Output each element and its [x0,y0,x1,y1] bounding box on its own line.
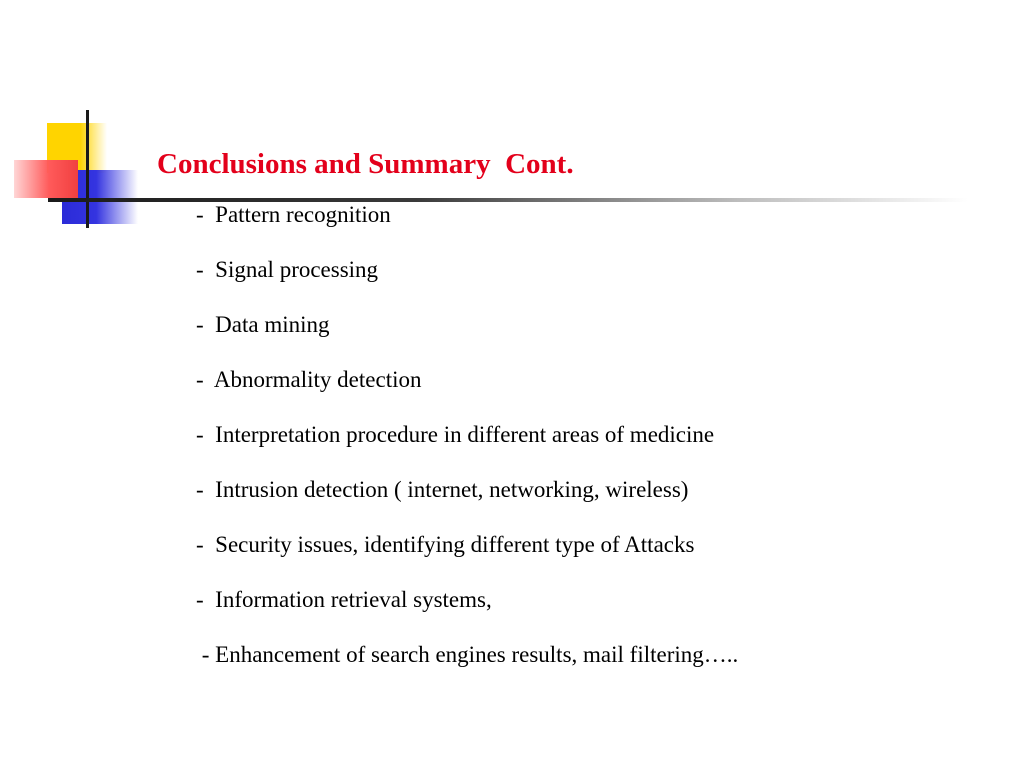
bullet-item: - Signal processing [196,257,379,282]
red-square-decoration [14,160,78,198]
vertical-rule-decoration [86,110,89,228]
bullet-item: - Pattern recognition [196,202,391,227]
bullet-item: - Information retrieval systems, [196,587,492,612]
bullet-list [196,199,738,694]
bullet-item: - Abnormality detection [196,367,422,392]
slide-title: Conclusions and Summary Cont. [157,148,574,180]
bullet-item: - Security issues, identifying different type of Attacks [196,532,695,557]
bullet-item: - Data mining [196,312,330,337]
bullet-item: - Intrusion detection ( internet, networking, wireless) [196,477,689,502]
bullet-item: - Enhancement of search engines results, mail filtering….. [196,642,739,667]
bullet-item: - Interpretation procedure in different areas of medicine [196,422,715,447]
